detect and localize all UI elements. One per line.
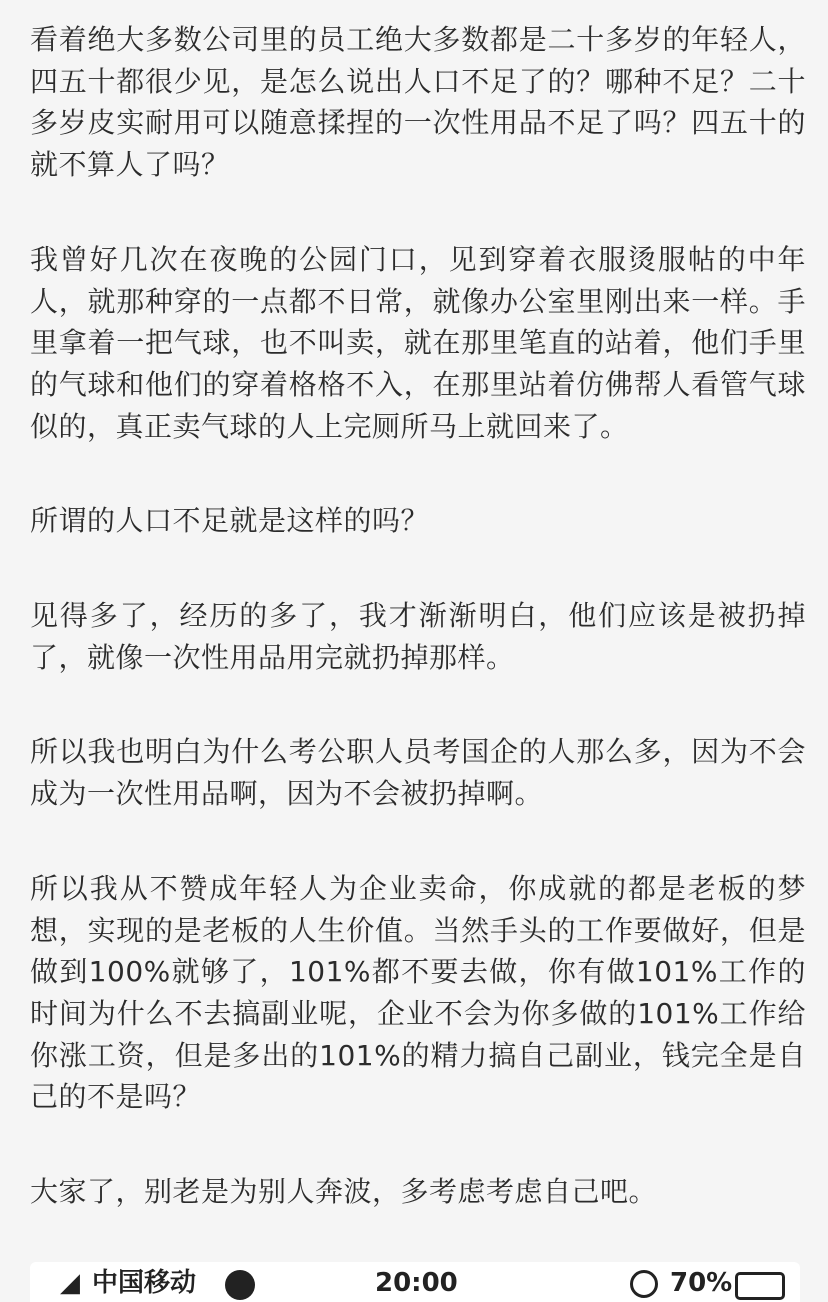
- alarm-icon: [630, 1270, 658, 1298]
- paragraph: 大家了，别老是为别人奔波，多考虑考虑自己吧。: [30, 1175, 658, 1209]
- status-time: 20:00: [375, 1268, 458, 1298]
- battery-icon: [735, 1272, 785, 1300]
- status-bar: [30, 1262, 800, 1302]
- wifi-icon: [225, 1270, 255, 1300]
- battery-percent: 70%: [670, 1268, 733, 1298]
- paragraph: 所以我也明白为什么考公职人员考国企的人那么多，因为不会成为一次性用品啊，因为不会被扔掉啊。: [30, 735, 806, 811]
- paragraph: 我曾好几次在夜晚的公园门口，见到穿着衣服烫服帖的中年人，就那种穿的一点都不日常，就像办公室里刚出来一样。手里拿着一把气球，也不叫卖，就在那里笔直的站着，他们手里的气球和他们的穿着格格不入，在那里站着仿佛帮人看管气球似的，真正卖气球的人上完厕所马上就回来了。: [30, 242, 806, 443]
- article-body: [30, 19, 806, 1213]
- signal-icon: ◢: [60, 1268, 80, 1298]
- paragraph: 见得多了，经历的多了，我才渐渐明白，他们应该是被扔掉了，就像一次性用品用完就扔掉那样。: [30, 599, 806, 674]
- paragraph: 所谓的人口不足就是这样的吗？: [30, 504, 430, 538]
- carrier-label: 中国移动: [92, 1268, 197, 1298]
- paragraph: 看着绝大多数公司里的员工绝大多数都是二十多岁的年轻人，四五十都很少见，是怎么说出人口不足了的？哪种不足？二十多岁皮实耐用可以随意揉捏的一次性用品不足了吗？四五十的就不算人了吗？: [30, 23, 806, 182]
- paragraph: 所以我从不赞成年轻人为企业卖命，你成就的都是老板的梦想，实现的是老板的人生价值。当然手头的工作要做好，但是做到100%就够了，101%都不要去做，你有做101%工作的时间为什么不去搞副业呢，企业不会为你多做的101%工作给你涨工资，但是多出的101%的精力搞自己副业，钱完全是自己的不是吗？: [30, 871, 806, 1114]
